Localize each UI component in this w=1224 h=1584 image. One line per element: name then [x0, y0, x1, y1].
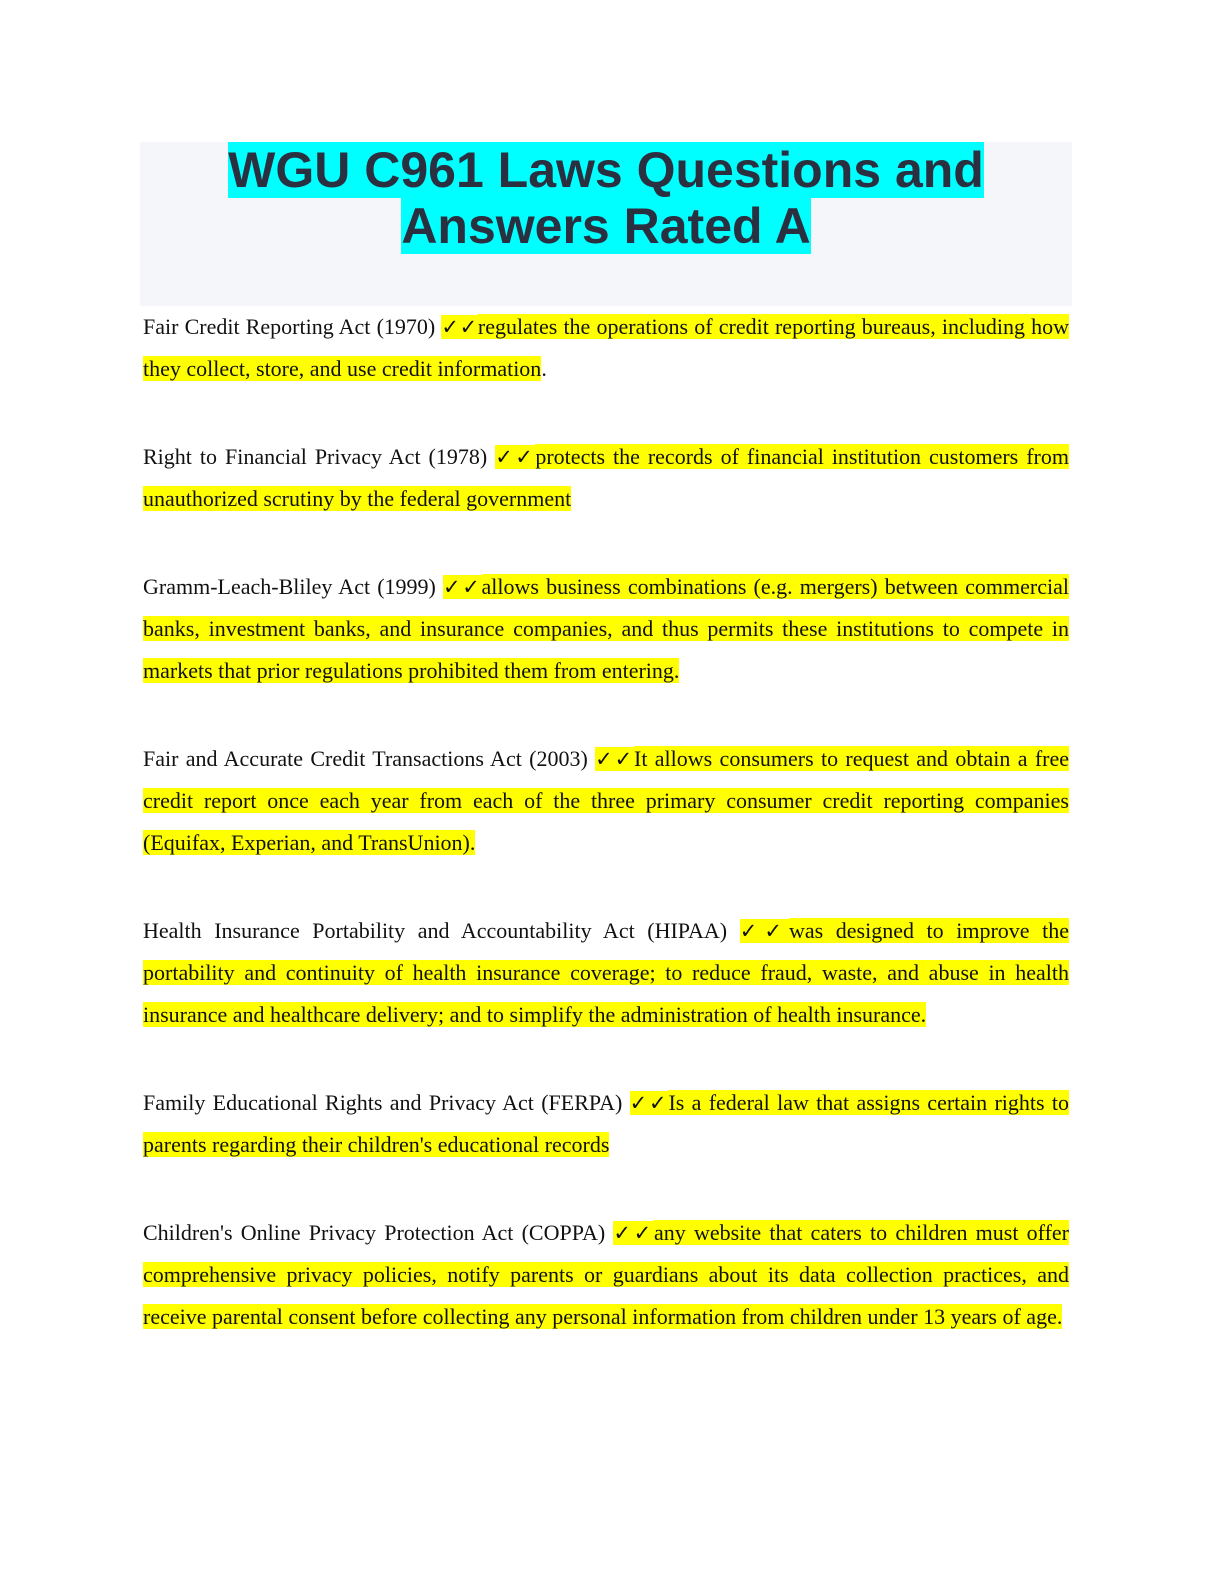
law-name: Right to Financial Privacy Act (1978) — [143, 444, 488, 469]
double-check-icon: ✓✓ — [441, 315, 478, 339]
law-definition: Is a federal law that assigns certain rights to parents regarding their children's educational records — [143, 1090, 1069, 1157]
qa-list — [143, 306, 1069, 1380]
double-check-icon: ✓✓ — [595, 747, 635, 771]
title-block — [140, 142, 1072, 306]
law-definition: allows business combinations (e.g. mergers) between commercial banks, investment banks, and insurance companies, and thus permits these institutions to compete in markets that prior regulations prohibited them from entering. — [143, 574, 1069, 683]
law-definition: regulates the operations of credit reporting bureaus, including how they collect, store, and use credit information — [143, 314, 1069, 381]
law-definition: any website that caters to children must offer comprehensive privacy policies, notify parents or guardians about its data collection practices, and receive parental consent before collecting any personal information from children under 13 years of age. — [143, 1220, 1069, 1329]
qa-entry — [143, 738, 1069, 864]
title-line-2: Answers Rated A — [401, 198, 811, 254]
double-check-icon: ✓✓ — [613, 1221, 654, 1245]
law-name: Health Insurance Portability and Accountability Act (HIPAA) — [143, 918, 728, 943]
page-title — [140, 142, 1072, 254]
title-line-1: WGU C961 Laws Questions and — [228, 142, 984, 198]
law-definition: protects the records of financial institution customers from unauthorized scrutiny by the federal government — [143, 444, 1069, 511]
qa-entry — [143, 1212, 1069, 1338]
qa-entry — [143, 910, 1069, 1036]
law-definition: was designed to improve the portability and continuity of health insurance coverage; to reduce fraud, waste, and abuse in health insurance and healthcare delivery; and to simplify the administration of health insurance. — [143, 918, 1069, 1027]
definition-trailing: . — [541, 356, 547, 381]
law-name: Family Educational Rights and Privacy Act (FERPA) — [143, 1090, 623, 1115]
double-check-icon: ✓✓ — [629, 1091, 669, 1115]
law-name: Fair Credit Reporting Act (1970) — [143, 314, 436, 339]
qa-entry — [143, 1082, 1069, 1166]
law-name: Fair and Accurate Credit Transactions Act (2003) — [143, 746, 588, 771]
law-definition: It allows consumers to request and obtain a free credit report once each year from each of the three primary consumer credit reporting companies (Equifax, Experian, and TransUnion). — [143, 746, 1069, 855]
double-check-icon: ✓✓ — [495, 445, 536, 469]
qa-entry — [143, 436, 1069, 520]
law-name: Gramm-Leach-Bliley Act (1999) — [143, 574, 436, 599]
qa-entry — [143, 306, 1069, 390]
double-check-icon: ✓✓ — [739, 919, 790, 943]
qa-entry — [143, 566, 1069, 692]
law-name: Children's Online Privacy Protection Act (COPPA) — [143, 1220, 606, 1245]
double-check-icon: ✓✓ — [443, 575, 482, 599]
